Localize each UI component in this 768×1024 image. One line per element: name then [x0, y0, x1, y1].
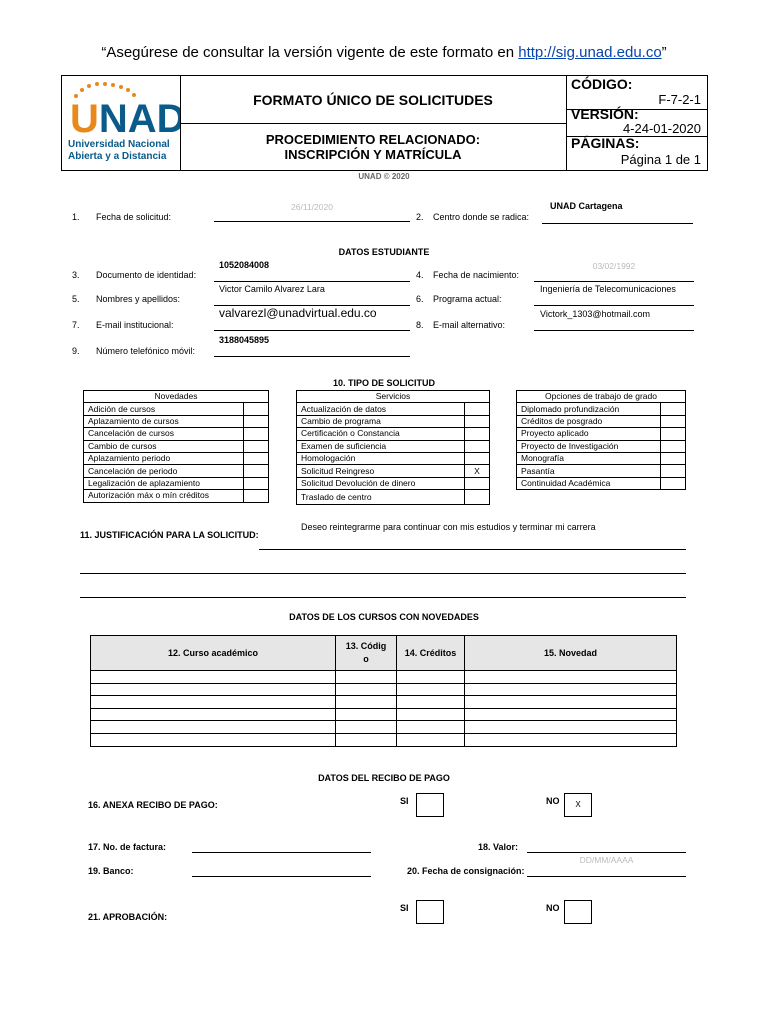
option-row [517, 428, 686, 440]
field-5-num: 5. [72, 294, 80, 304]
option-row [84, 415, 269, 427]
option-row [84, 465, 269, 477]
option-row [84, 477, 269, 489]
consignacion-input[interactable]: DD/MM/AAAA [579, 855, 634, 865]
option-label: Cancelación de cursos [84, 428, 244, 440]
factura-input[interactable] [192, 852, 371, 853]
option-label: Examen de suficiencia [297, 440, 465, 452]
paginas-value: Página 1 de 1 [620, 152, 701, 167]
option-label: Cancelación de periodo [84, 465, 244, 477]
field-1-num: 1. [72, 212, 80, 222]
email-institucional-input[interactable]: valvarezl@unadvirtual.edu.co [219, 306, 377, 320]
field-6-label: Programa actual: [433, 294, 502, 304]
col-novedad: 15. Novedad [465, 636, 677, 671]
option-checkbox[interactable] [244, 452, 269, 464]
table-row[interactable] [91, 708, 677, 721]
cursos-table [90, 635, 677, 747]
fecha-solicitud-input[interactable]: 26/11/2020 [291, 202, 333, 212]
option-row [517, 415, 686, 427]
opciones-grado-table [516, 390, 686, 490]
option-row [84, 403, 269, 415]
option-label: Cambio de programa [297, 415, 465, 427]
anexa-no-label: NO [546, 796, 560, 806]
field-2-num: 2. [416, 212, 424, 222]
option-row [297, 440, 490, 452]
factura-label: 17. No. de factura: [88, 842, 167, 852]
logo-sub1: Universidad Nacional [68, 139, 170, 150]
aprobacion-label: 21. APROBACIÓN: [88, 912, 168, 922]
option-checkbox[interactable] [244, 465, 269, 477]
aprobacion-si-checkbox[interactable] [416, 900, 444, 924]
field-6-num: 6. [416, 294, 424, 304]
option-checkbox[interactable] [244, 477, 269, 489]
novedades-header: Novedades [84, 391, 269, 403]
option-checkbox[interactable] [465, 477, 490, 489]
option-row [517, 403, 686, 415]
procedure-title: PROCEDIMIENTO RELACIONADO: INSCRIPCIÓN Y MATRÍCULA [180, 123, 567, 170]
option-row [84, 490, 269, 502]
option-label: Autorización máx o mín créditos [84, 490, 244, 502]
option-row [297, 490, 490, 505]
field-4-label: Fecha de nacimiento: [433, 270, 520, 280]
anexa-si-label: SI [400, 796, 409, 806]
option-row [297, 428, 490, 440]
version-label: VERSIÓN: [571, 106, 639, 122]
notice-text: “Asegúrese de consultar la versión vigente de este formato en [101, 44, 519, 61]
option-label: Aplazamiento de cursos [84, 415, 244, 427]
option-checkbox[interactable] [661, 477, 686, 489]
svg-text:UNAD: UNAD [70, 97, 180, 141]
option-checkbox[interactable] [465, 415, 490, 427]
novedades-table [83, 390, 269, 503]
option-label: Monografía [517, 452, 661, 464]
option-row [84, 452, 269, 464]
email-alternativo-input[interactable]: Victork_1303@hotmail.com [540, 309, 651, 319]
option-row [517, 440, 686, 452]
option-checkbox[interactable] [661, 465, 686, 477]
aprobacion-no-checkbox[interactable] [564, 900, 592, 924]
option-label: Certificación o Constancia [297, 428, 465, 440]
valor-input[interactable] [527, 852, 686, 853]
option-row [84, 428, 269, 440]
banco-label: 19. Banco: [88, 866, 134, 876]
unad-logo [62, 76, 181, 170]
option-checkbox[interactable] [661, 403, 686, 415]
field-7-num: 7. [72, 320, 80, 330]
version-notice [0, 44, 768, 61]
option-label: Solicitud Reingreso [297, 465, 465, 477]
option-label: Diplomado profundización [517, 403, 661, 415]
option-label: Pasantía [517, 465, 661, 477]
field-3-num: 3. [72, 270, 80, 280]
field-2-label: Centro donde se radica: [433, 212, 530, 222]
option-row [517, 477, 686, 489]
option-checkbox[interactable] [244, 428, 269, 440]
programa-input[interactable]: Ingeniería de Telecomunicaciones [540, 284, 676, 294]
telefono-input[interactable]: 3188045895 [219, 335, 270, 345]
sig-link[interactable]: http://sig.unad.edu.co [518, 44, 662, 61]
pago-title: DATOS DEL RECIBO DE PAGO [318, 773, 450, 783]
option-row [297, 403, 490, 415]
field-4-num: 4. [416, 270, 424, 280]
field-5-label: Nombres y apellidos: [96, 294, 181, 304]
field-1-label: Fecha de solicitud: [96, 212, 172, 222]
option-row [297, 452, 490, 464]
justificacion-line-3[interactable] [80, 597, 686, 598]
version-value: 4-24-01-2020 [622, 121, 701, 136]
section-datos-estudiante: DATOS ESTUDIANTE [338, 247, 430, 257]
justificacion-label: 11. JUSTIFICACIÓN PARA LA SOLICITUD: [80, 530, 259, 540]
option-label: Cambio de cursos [84, 440, 244, 452]
logo-sub2: Abierta y a Distancia [68, 151, 167, 162]
option-checkbox[interactable] [465, 428, 490, 440]
option-label: Aplazamiento periodo [84, 452, 244, 464]
field-9-label: Número telefónico móvil: [96, 346, 196, 356]
field-7-label: E-mail institucional: [96, 320, 174, 330]
table-row[interactable] [91, 733, 677, 746]
field-3-label: Documento de identidad: [96, 270, 197, 280]
option-checkbox-reingreso[interactable]: X [465, 465, 490, 477]
nombres-input[interactable]: Victor Camilo Alvarez Lara [219, 284, 325, 294]
option-label: Adición de cursos [84, 403, 244, 415]
option-row [297, 465, 490, 477]
document-header [61, 75, 708, 171]
paginas-label: PÁGINAS: [571, 135, 640, 151]
opciones-header: Opciones de trabajo de grado [517, 391, 686, 403]
consignacion-label: 20. Fecha de consignación: [407, 866, 525, 876]
option-row [517, 452, 686, 464]
option-row [297, 477, 490, 489]
table-row[interactable] [91, 721, 677, 734]
option-row [297, 415, 490, 427]
option-checkbox[interactable] [244, 403, 269, 415]
option-checkbox[interactable] [661, 415, 686, 427]
field-8-num: 8. [416, 320, 424, 330]
col-codigo: 13. Códig o [336, 636, 397, 671]
aprobacion-si-label: SI [400, 903, 409, 913]
option-checkbox[interactable] [465, 440, 490, 452]
option-label: Continuidad Académica [517, 477, 661, 489]
fecha-nacimiento-input[interactable]: 03/02/1992 [592, 261, 636, 271]
servicios-table [296, 390, 490, 505]
option-label: Créditos de posgrado [517, 415, 661, 427]
field-8-label: E-mail alternativo: [433, 320, 506, 330]
option-checkbox[interactable] [661, 452, 686, 464]
col-curso: 12. Curso académico [91, 636, 336, 671]
notice-suffix: ” [661, 44, 667, 61]
option-label: Proyecto aplicado [517, 428, 661, 440]
option-checkbox[interactable] [244, 490, 269, 502]
justificacion-input[interactable]: Deseo reintegrarme para continuar con mis estudios y terminar mi carrera [301, 522, 596, 532]
option-checkbox[interactable] [244, 415, 269, 427]
valor-label: 18. Valor: [478, 842, 519, 852]
col-creditos: 14. Créditos [397, 636, 465, 671]
option-checkbox[interactable] [465, 490, 490, 505]
option-checkbox[interactable] [661, 440, 686, 452]
option-checkbox[interactable] [465, 403, 490, 415]
table-row[interactable] [91, 671, 677, 684]
anexa-label: 16. ANEXA RECIBO DE PAGO: [88, 800, 218, 810]
option-label: Homologación [297, 452, 465, 464]
justificacion-line-2[interactable] [80, 573, 686, 574]
option-row [517, 465, 686, 477]
documento-input[interactable]: 1052084008 [219, 260, 270, 270]
option-checkbox[interactable] [244, 440, 269, 452]
option-label: Proyecto de Investigación [517, 440, 661, 452]
form-title: FORMATO ÚNICO DE SOLICITUDES [180, 76, 567, 124]
option-row [84, 440, 269, 452]
banco-input[interactable] [192, 876, 371, 877]
option-label: Actualización de datos [297, 403, 465, 415]
option-label: Solicitud Devolución de dinero [297, 477, 465, 489]
servicios-header: Servicios [297, 391, 490, 403]
table-row[interactable] [91, 696, 677, 709]
copyright: UNAD © 2020 [358, 172, 410, 181]
option-label: Legalización de aplazamiento [84, 477, 244, 489]
option-checkbox[interactable] [465, 452, 490, 464]
tipo-solicitud-title: 10. TIPO DE SOLICITUD [332, 378, 435, 388]
table-row[interactable] [91, 683, 677, 696]
centro-input[interactable]: UNAD Cartagena [550, 201, 623, 211]
codigo-label: CÓDIGO: [571, 76, 633, 92]
logo-icon [62, 76, 180, 170]
anexa-no-checkbox[interactable]: X [564, 793, 592, 817]
codigo-value: F-7-2-1 [658, 92, 701, 107]
option-checkbox[interactable] [661, 428, 686, 440]
cursos-title: DATOS DE LOS CURSOS CON NOVEDADES [289, 612, 479, 622]
aprobacion-no-label: NO [546, 903, 560, 913]
anexa-si-checkbox[interactable] [416, 793, 444, 817]
option-label: Traslado de centro [297, 490, 465, 505]
field-9-num: 9. [72, 346, 80, 356]
